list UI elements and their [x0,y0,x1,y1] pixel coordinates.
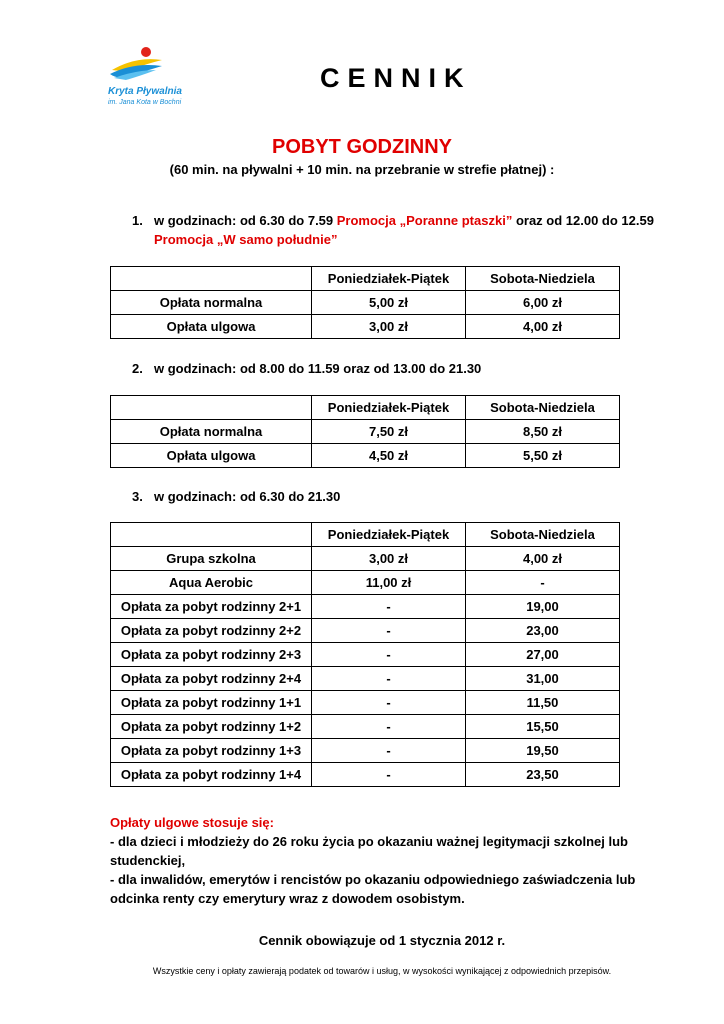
table-row [111,444,620,468]
table-cell: - [312,667,466,691]
table-header-cell [111,396,312,420]
table-cell: - [312,763,466,787]
table-header-cell [111,523,312,547]
table-cell: 19,00 [466,595,620,619]
table-cell: - [312,619,466,643]
logo-subtitle: im. Jana Kota w Bochni [108,99,182,106]
table-header-cell [111,267,312,291]
table-header-row [111,396,620,420]
table-cell: Opłata za pobyt rodzinny 2+2 [111,619,312,643]
table-cell: 23,50 [466,763,620,787]
promo-morning: Promocja „Poranne ptaszki” [336,213,513,228]
discount-notes [110,813,650,908]
text-part: w godzinach: od 6.30 do 7.59 [154,213,337,228]
table-cell: - [312,739,466,763]
section-number: 3. [132,489,143,504]
table-header-row [111,523,620,547]
section-title: POBYT GODZINNY [271,136,452,158]
section-number: 1. [132,213,143,228]
section-text: w godzinach: od 6.30 do 21.30 [154,489,341,504]
table-cell: Aqua Aerobic [111,571,312,595]
text-part: oraz od 12.00 do 12.59 [512,213,654,228]
footer-note: Wszystkie ceny i opłaty zawierają podatek od towarów i usług, w wysokości wynikającej z odpowiednich przepisów. [152,966,612,976]
table-cell: Opłata za pobyt rodzinny 1+2 [111,715,312,739]
table-header-cell: Sobota-Niedziela [466,396,620,420]
section-1-heading [132,211,692,251]
table-row [111,667,620,691]
table-cell: Opłata normalna [111,420,312,444]
table-cell: 23,00 [466,619,620,643]
table-row [111,571,620,595]
table-header-cell: Poniedziałek-Piątek [312,523,466,547]
table-row [111,420,620,444]
table-cell: - [312,595,466,619]
table-header-cell: Poniedziałek-Piątek [312,396,466,420]
table-cell: Opłata za pobyt rodzinny 2+4 [111,667,312,691]
table-cell: Grupa szkolna [111,547,312,571]
table-header-cell: Sobota-Niedziela [466,267,620,291]
promo-noon: Promocja „W samo południe” [154,232,338,247]
table-cell: 19,50 [466,739,620,763]
table-cell: 15,50 [466,715,620,739]
table-cell: 4,00 zł [466,547,620,571]
table-header-row [111,267,620,291]
table-cell: Opłata za pobyt rodzinny 1+1 [111,691,312,715]
section-subtitle: (60 min. na pływalni + 10 min. na przebranie w strefie płatnej) : [169,162,555,177]
table-cell: 11,50 [466,691,620,715]
table-cell: 5,50 zł [466,444,620,468]
table-cell: Opłata ulgowa [111,444,312,468]
table-cell: - [466,571,620,595]
notes-heading: Opłaty ulgowe stosuje się: [110,815,274,830]
table-cell: - [312,691,466,715]
section-text: w godzinach: od 8.00 do 11.59 oraz od 13.00 do 21.30 [154,361,482,376]
logo [106,46,208,108]
table-cell: Opłata za pobyt rodzinny 1+3 [111,739,312,763]
table-cell: - [312,715,466,739]
table-cell: Opłata za pobyt rodzinny 2+1 [111,595,312,619]
price-table-2 [110,395,620,468]
table-row [111,619,620,643]
table-header-cell: Sobota-Niedziela [466,523,620,547]
table-cell: Opłata za pobyt rodzinny 1+4 [111,763,312,787]
table-cell: Opłata ulgowa [111,315,312,339]
validity-note: Cennik obowiązuje od 1 stycznia 2012 r. [258,933,506,948]
table-cell: 3,00 zł [312,547,466,571]
table-cell: Opłata za pobyt rodzinny 2+3 [111,643,312,667]
table-row [111,715,620,739]
table-row [111,315,620,339]
section-text [154,211,674,249]
notes-line: - dla dzieci i młodzieży do 26 roku życia po okazaniu ważnej legitymacji szkolnej lub studenckiej, [110,834,628,868]
table-row [111,547,620,571]
table-row [111,291,620,315]
table-row [111,643,620,667]
table-cell: 31,00 [466,667,620,691]
table-cell: 3,00 zł [312,315,466,339]
table-cell: 7,50 zł [312,420,466,444]
notes-line: - dla inwalidów, emerytów i rencistów po okazaniu odpowiedniego zaświadczenia lub odcinka renty czy emerytury wraz z dowodem osobistym. [110,872,636,906]
section-number: 2. [132,361,143,376]
table-cell: 8,50 zł [466,420,620,444]
logo-head-icon [141,47,151,57]
table-cell: - [312,643,466,667]
table-cell: 11,00 zł [312,571,466,595]
table-cell: 4,00 zł [466,315,620,339]
section-2-heading [132,359,692,379]
table-cell: Opłata normalna [111,291,312,315]
table-row [111,763,620,787]
price-table-3 [110,522,620,787]
table-row [111,739,620,763]
page-title: CENNIK [320,63,472,93]
table-row [111,595,620,619]
section-3-heading [132,487,692,507]
table-cell: 5,00 zł [312,291,466,315]
table-header-cell: Poniedziałek-Piątek [312,267,466,291]
table-cell: 4,50 zł [312,444,466,468]
table-cell: 6,00 zł [466,291,620,315]
table-row [111,691,620,715]
table-cell: 27,00 [466,643,620,667]
price-table-1 [110,266,620,339]
logo-name: Kryta Pływalnia [108,86,182,97]
